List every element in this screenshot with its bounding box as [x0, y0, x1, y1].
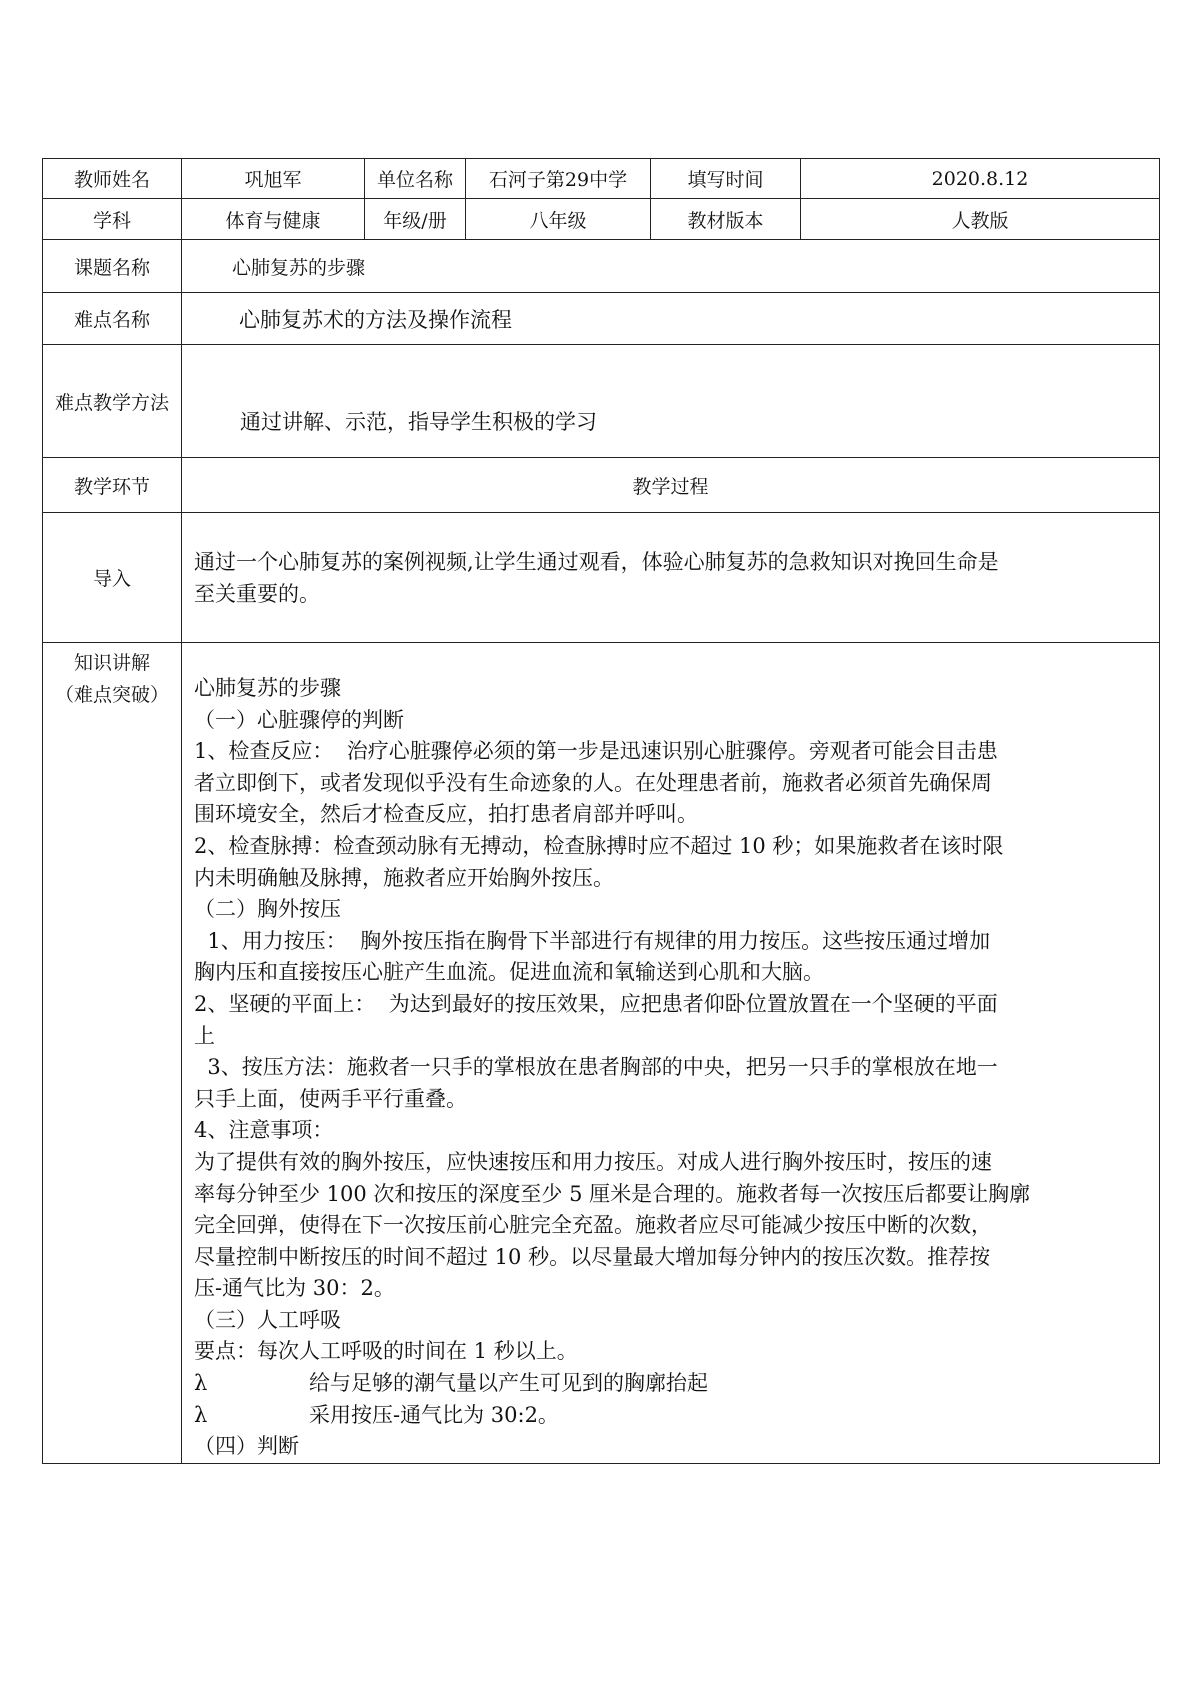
knowledge-row — [43, 643, 1160, 1464]
knowledge-line: 上 — [194, 1023, 215, 1048]
knowledge-line: 心肺复苏的步骤 — [194, 676, 341, 700]
process-header-row — [43, 458, 1160, 513]
knowledge-line: 内未明确触及脉搏，施救者应开始胸外按压。 — [194, 865, 614, 890]
knowledge-label — [43, 643, 182, 1464]
knowledge-line: 要点：每次人工呼吸的时间在 1 秒以上。 — [194, 1339, 578, 1364]
subject-label: 学科 — [43, 199, 182, 240]
topic-label: 课题名称 — [43, 240, 182, 293]
knowledge-line: （三）人工呼吸 — [194, 1307, 341, 1332]
knowledge-line: 尽量控制中断按压的时间不超过 10 秒。以尽量最大增加每分钟内的按压次数。推荐按 — [194, 1244, 991, 1269]
intro-row — [43, 513, 1160, 643]
grade-label: 年级/册 — [365, 199, 466, 240]
knowledge-line: （四）判断 — [194, 1434, 299, 1459]
knowledge-line: 2、检查脉搏：检查颈动脉有无搏动，检查脉搏时应不超过 10 秒；如果施救者在该时限 — [194, 833, 1004, 858]
difficulty-label: 难点名称 — [43, 293, 182, 345]
intro-line: 通过一个心肺复苏的案例视频,让学生通过观看，体验心肺复苏的急救知识对挽回生命是 — [194, 549, 999, 574]
knowledge-line: 率每分钟至少 100 次和按压的深度至少 5 厘米是合理的。施救者每一次按压后都要让胸廓 — [194, 1181, 1031, 1206]
intro-text — [182, 513, 1160, 643]
method-row — [43, 345, 1160, 458]
knowledge-line: 者立即倒下，或者发现似乎没有生命迹象的人。在处理患者前，施救者必须首先确保周 — [194, 770, 992, 795]
teacher-value: 巩旭军 — [182, 159, 365, 199]
grade-value: 八年级 — [466, 199, 651, 240]
knowledge-line: 2、坚硬的平面上： 为达到最好的按压效果，应把患者仰卧位置放置在一个坚硬的平面 — [194, 991, 998, 1016]
intro-line: 至关重要的。 — [194, 581, 320, 606]
bullet-item — [194, 1368, 1149, 1400]
knowledge-line: 为了提供有效的胸外按压，应快速按压和用力按压。对成人进行胸外按压时，按压的速 — [194, 1149, 992, 1174]
subject-value: 体育与健康 — [182, 199, 365, 240]
knowledge-label-line: 知识讲解 — [73, 652, 150, 674]
lambda-bullet-icon: λ — [194, 1371, 208, 1396]
knowledge-line: 1、用力按压： 胸外按压指在胸骨下半部进行有规律的用力按压。这些按压通过增加 — [194, 928, 991, 953]
knowledge-line: 完全回弹，使得在下一次按压前心脏完全充盈。施救者应尽可能减少按压中断的次数， — [194, 1213, 992, 1238]
teacher-label: 教师姓名 — [43, 159, 182, 199]
bullet-text: 采用按压-通气比为 30:2。 — [309, 1402, 559, 1427]
method-value: 通过讲解、示范，指导学生积极的学习 — [182, 345, 1160, 458]
bullet-item — [194, 1400, 1149, 1432]
date-value: 2020.8.12 — [801, 159, 1160, 199]
knowledge-line: 1、检查反应： 治疗心脏骤停必须的第一步是迅速识别心脏骤停。旁观者可能会目击患 — [194, 739, 998, 764]
difficulty-row — [43, 293, 1160, 345]
info-row-1 — [43, 159, 1160, 199]
unit-label: 单位名称 — [365, 159, 466, 199]
process-value: 教学过程 — [182, 458, 1160, 513]
method-label: 难点教学方法 — [43, 345, 182, 458]
lambda-bullet-icon: λ — [194, 1402, 208, 1427]
knowledge-line: 胸内压和直接按压心脏产生血流。促进血流和氧输送到心肌和大脑。 — [194, 960, 824, 985]
bullet-text: 给与足够的潮气量以产生可见到的胸廓抬起 — [309, 1371, 708, 1396]
topic-row — [43, 240, 1160, 293]
knowledge-line: （二）胸外按压 — [194, 897, 341, 922]
knowledge-line: 围环境安全，然后才检查反应，拍打患者肩部并呼叫。 — [194, 802, 698, 827]
date-label: 填写时间 — [651, 159, 801, 199]
difficulty-value: 心肺复苏术的方法及操作流程 — [182, 293, 1160, 345]
edition-value: 人教版 — [801, 199, 1160, 240]
knowledge-line: （一）心脏骤停的判断 — [194, 707, 404, 732]
topic-value: 心肺复苏的步骤 — [182, 240, 1160, 293]
intro-label: 导入 — [43, 513, 182, 643]
knowledge-line: 只手上面，使两手平行重叠。 — [194, 1086, 467, 1111]
knowledge-line: 压-通气比为 30：2。 — [194, 1276, 395, 1301]
knowledge-line: 3、按压方法：施救者一只手的掌根放在患者胸部的中央，把另一只手的掌根放在地一 — [194, 1055, 998, 1080]
edition-label: 教材版本 — [651, 199, 801, 240]
process-label: 教学环节 — [43, 458, 182, 513]
unit-value: 石河子第29中学 — [466, 159, 651, 199]
info-row-2 — [43, 199, 1160, 240]
knowledge-line: 4、注意事项： — [194, 1118, 334, 1143]
knowledge-body — [182, 643, 1160, 1464]
knowledge-label-line: （难点突破） — [54, 684, 169, 706]
lesson-plan-sheet — [42, 158, 1159, 1464]
lesson-plan-table — [42, 158, 1160, 1464]
